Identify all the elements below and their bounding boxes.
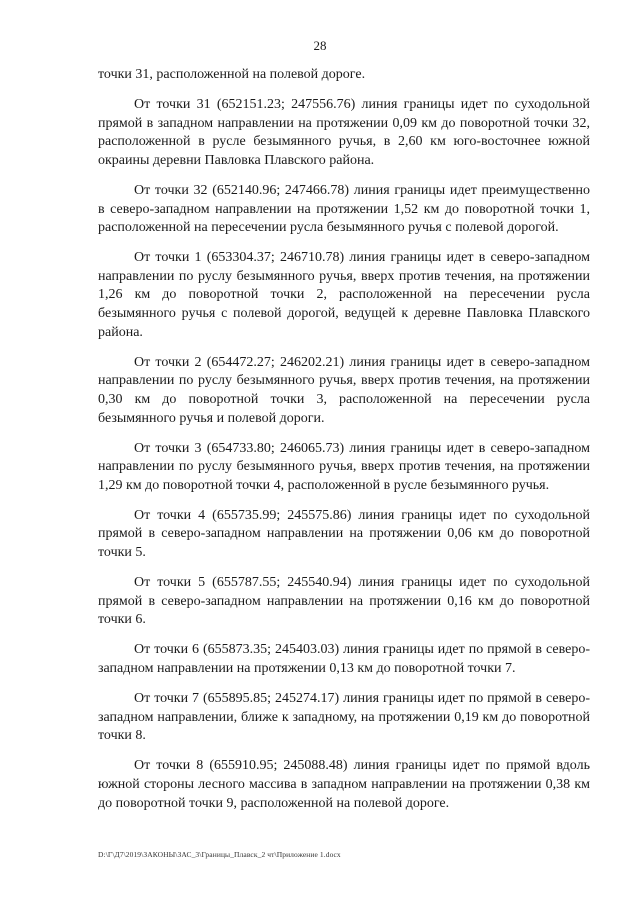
paragraph-point-8: От точки 8 (655910.95; 245088.48) линия границы идет по прямой вдоль южной стороны лесного массива в западном направлении на протяжении 0,38 км до поворотной точки 9, расположенной на полевой дороге. — [98, 758, 590, 811]
paragraph-point-1: От точки 1 (653304.37; 246710.78) линия границы идет в северо-западном направлении по руслу безымянного ручья, вверх против течения, на протяжении 1,26 км до поворотной точки 2, расположенной на пересечении русла безымянного ручья с полевой дорогой, ведущей к деревне Павловка Плавского района. — [98, 250, 590, 340]
paragraph-point-32: От точки 32 (652140.96; 247466.78) линия границы идет преимущественно в северо-западном направлении на протяжении 1,52 км до поворотной точки 1, расположенной на пересечении русла безымянного ручья с полевой дорогой. — [98, 182, 590, 236]
page-number: 28 — [313, 38, 327, 53]
paragraph-point-3: От точки 3 (654733.80; 246065.73) линия границы идет в северо-западном направлении по руслу безымянного ручья, вверх против течения, на протяжении 1,29 км до поворотной точки 4, расположенной в русле безымянного ручья. — [98, 440, 590, 493]
paragraph-point-5: От точки 5 (655787.55; 245540.94) линия границы идет по суходольной прямой в северо-западном направлении на протяжении 0,16 км до поворотной точки 6. — [98, 575, 590, 628]
paragraph-point-6: От точки 6 (655873.35; 245403.03) линия границы идет по прямой в северо-западном направлении на протяжении 0,13 км до поворотной точки 7. — [98, 642, 590, 677]
footer-file-path: D:\Г\Д7\2019\ЗАКОНЫ\ЗАС_3\Границы_Плавск_2 чт\Приложение 1.docx — [98, 850, 341, 859]
paragraph-continuation: точки 31, расположенной на полевой дороге. — [98, 67, 366, 82]
document-body — [98, 66, 590, 813]
paragraph-point-2: От точки 2 (654472.27; 246202.21) линия границы идет в северо-западном направлении по руслу безымянного ручья, вверх против течения, на протяжении 0,30 км до поворотной точки 3, расположенной на пересечении русла безымянного ручья и полевой дороги. — [98, 354, 590, 426]
paragraph-point-7: От точки 7 (655895.85; 245274.17) линия границы идет по прямой в северо-западном направлении, ближе к западному, на протяжении 0,19 км до поворотной точки 8. — [98, 691, 590, 744]
paragraph-point-31: От точки 31 (652151.23; 247556.76) линия границы идет по суходольной прямой в западном направлении на протяжении 0,09 км до поворотной точки 32, расположенной в русле безымянного ручья, в 2,60 км юго-восточнее южной окраины деревни Павловка Плавского района. — [98, 97, 590, 168]
paragraph-point-4: От точки 4 (655735.99; 245575.86) линия границы идет по суходольной прямой в северо-западном направлении на протяжении 0,06 км до поворотной точки 5. — [98, 507, 590, 561]
